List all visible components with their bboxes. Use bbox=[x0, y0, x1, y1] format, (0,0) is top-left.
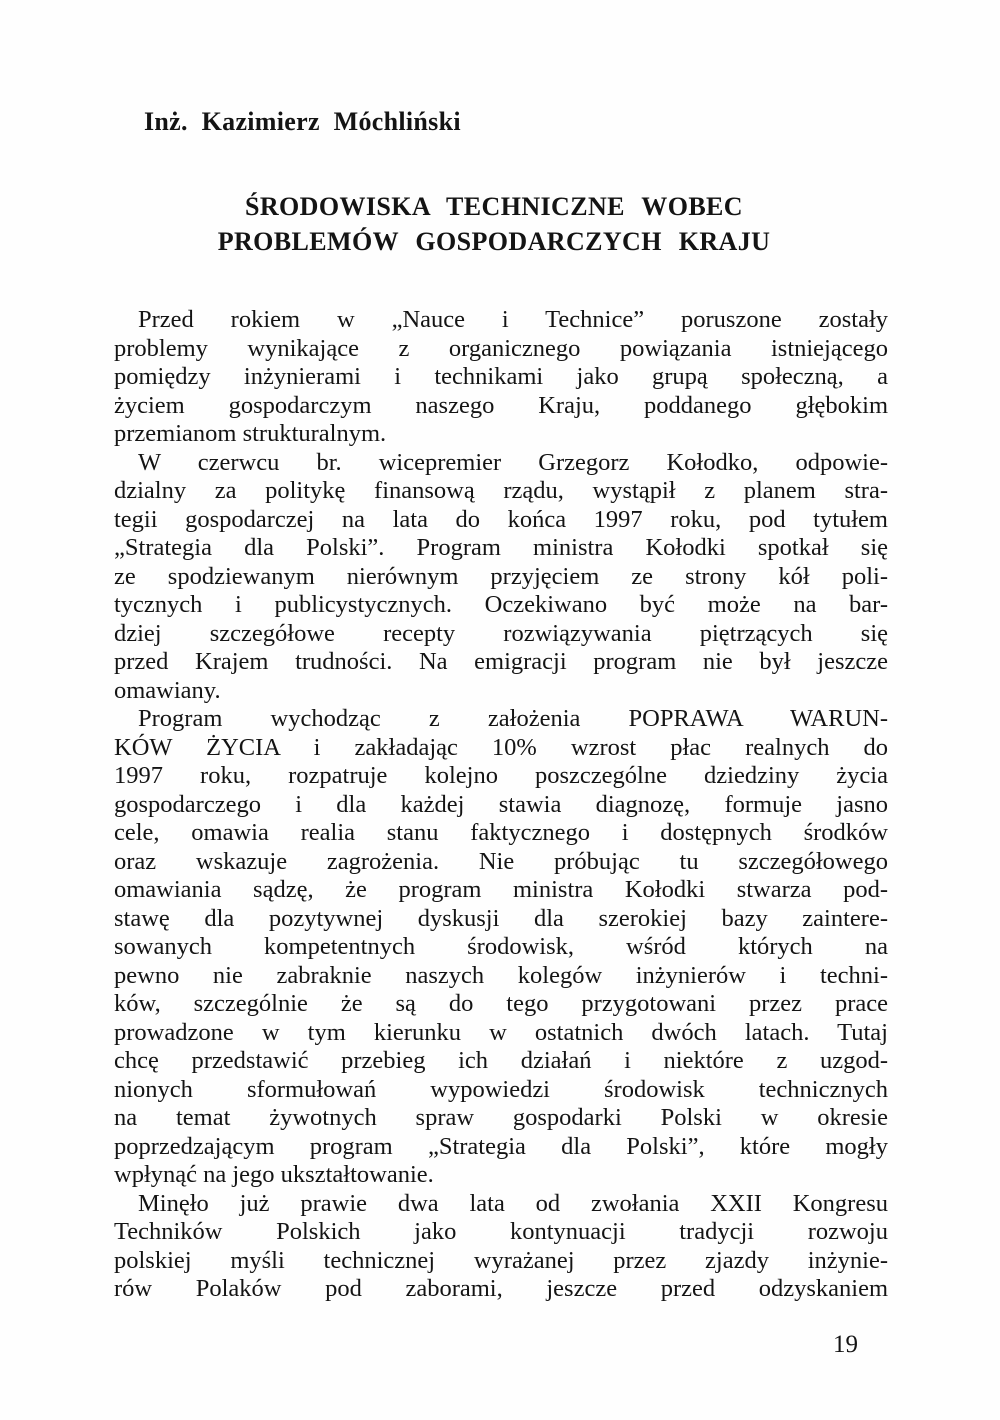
text-line: dzialny za politykę finansową rządu, wystąpił z planem stra- bbox=[114, 477, 888, 504]
article-title bbox=[114, 189, 874, 259]
page-number: 19 bbox=[833, 1331, 858, 1358]
text-line: ków, szczególnie że są do tego przygotowani przez prace bbox=[114, 990, 888, 1017]
text-line: ze spodziewanym nierównym przyjęciem ze strony kół poli- bbox=[114, 562, 888, 590]
paragraph bbox=[114, 306, 888, 449]
text-line: oraz wskazuje zagrożenia. Nie próbując tu szczegółowego bbox=[114, 847, 888, 875]
text-line: poprzedzającym program „Strategia dla Polski”, które mogły bbox=[114, 1132, 888, 1160]
text-line: cele, omawia realia stanu faktycznego i dostępnych środków bbox=[114, 819, 888, 846]
text-line: rów Polaków pod zaborami, jeszcze przed odzyskaniem bbox=[114, 1275, 888, 1302]
text-line: 1997 roku, rozpatruje kolejno poszczególne dziedziny życia bbox=[114, 762, 888, 789]
text-line: pomiędzy inżynierami i technikami jako grupą społeczną, a bbox=[114, 363, 888, 390]
text-line: Minęło już prawie dwa lata od zwołania XXII Kongresu bbox=[138, 1189, 888, 1217]
text-line: przemianom strukturalnym. bbox=[114, 420, 387, 447]
text-line: wpłynąć na jego ukształtowanie. bbox=[114, 1161, 434, 1188]
text-line: KÓW ŻYCIA i zakładając 10% wzrost płac realnych do bbox=[114, 733, 888, 761]
author-byline: Inż. Kazimierz Móchliński bbox=[144, 107, 461, 136]
text-line: stawę dla pozytywnej dyskusji dla szerokiej bazy zaintere- bbox=[114, 904, 888, 932]
text-line: życiem gospodarczym naszego Kraju, poddanego głębokim bbox=[114, 391, 888, 419]
text-line: W czerwcu br. wicepremier Grzegorz Kołodko, odpowie- bbox=[138, 448, 888, 476]
text-line: gospodarczego i dla każdej stawia diagnozę, formuje jasno bbox=[114, 790, 888, 818]
text-line: nionych sformułowań wypowiedzi środowisk technicznych bbox=[114, 1075, 888, 1103]
text-line: dziej szczegółowe recepty rozwiązywania piętrzących się bbox=[114, 619, 888, 647]
text-line: Program wychodząc z założenia POPRAWA WARUN- bbox=[138, 705, 888, 732]
text-line: „Strategia dla Polski”. Program ministra Kołodki spotkał się bbox=[114, 534, 888, 561]
title-line-2: PROBLEMÓW GOSPODARCZYCH KRAJU bbox=[217, 227, 771, 256]
paragraph bbox=[114, 705, 888, 1190]
text-line: prowadzone w tym kierunku w ostatnich dwóch latach. Tutaj bbox=[114, 1018, 888, 1046]
text-line: tegii gospodarczej na lata do końca 1997 roku, pod tytułem bbox=[114, 505, 888, 533]
text-line: problemy wynikające z organicznego powiązania istniejącego bbox=[114, 334, 888, 362]
text-line: na temat żywotnych spraw gospodarki Polski w okresie bbox=[114, 1104, 888, 1131]
paragraph bbox=[114, 449, 888, 706]
text-line: chcę przedstawić przebieg ich działań i niektóre z uzgod- bbox=[114, 1047, 888, 1074]
body-text bbox=[114, 306, 888, 1304]
text-line: przed Krajem trudności. Na emigracji program nie był jeszcze bbox=[114, 648, 888, 675]
text-line: omawiania sądzę, że program ministra Kołodki stwarza pod- bbox=[114, 876, 888, 903]
text-line: Techników Polskich jako kontynuacji tradycji rozwoju bbox=[114, 1218, 888, 1245]
paragraph bbox=[114, 1190, 888, 1304]
text-line: pewno nie zabraknie naszych kolegów inżynierów i techni- bbox=[114, 961, 888, 989]
text-line: sowanych kompetentnych środowisk, wśród których na bbox=[114, 933, 888, 960]
title-line-1: ŚRODOWISKA TECHNICZNE WOBEC bbox=[245, 192, 743, 221]
text-line: Przed rokiem w „Nauce i Technice” poruszone zostały bbox=[138, 306, 888, 333]
text-line: polskiej myśli technicznej wyrażanej przez zjazdy inżynie- bbox=[114, 1246, 888, 1274]
text-line: tycznych i publicystycznych. Oczekiwano być może na bar- bbox=[114, 591, 888, 618]
text-line: omawiany. bbox=[114, 676, 221, 704]
